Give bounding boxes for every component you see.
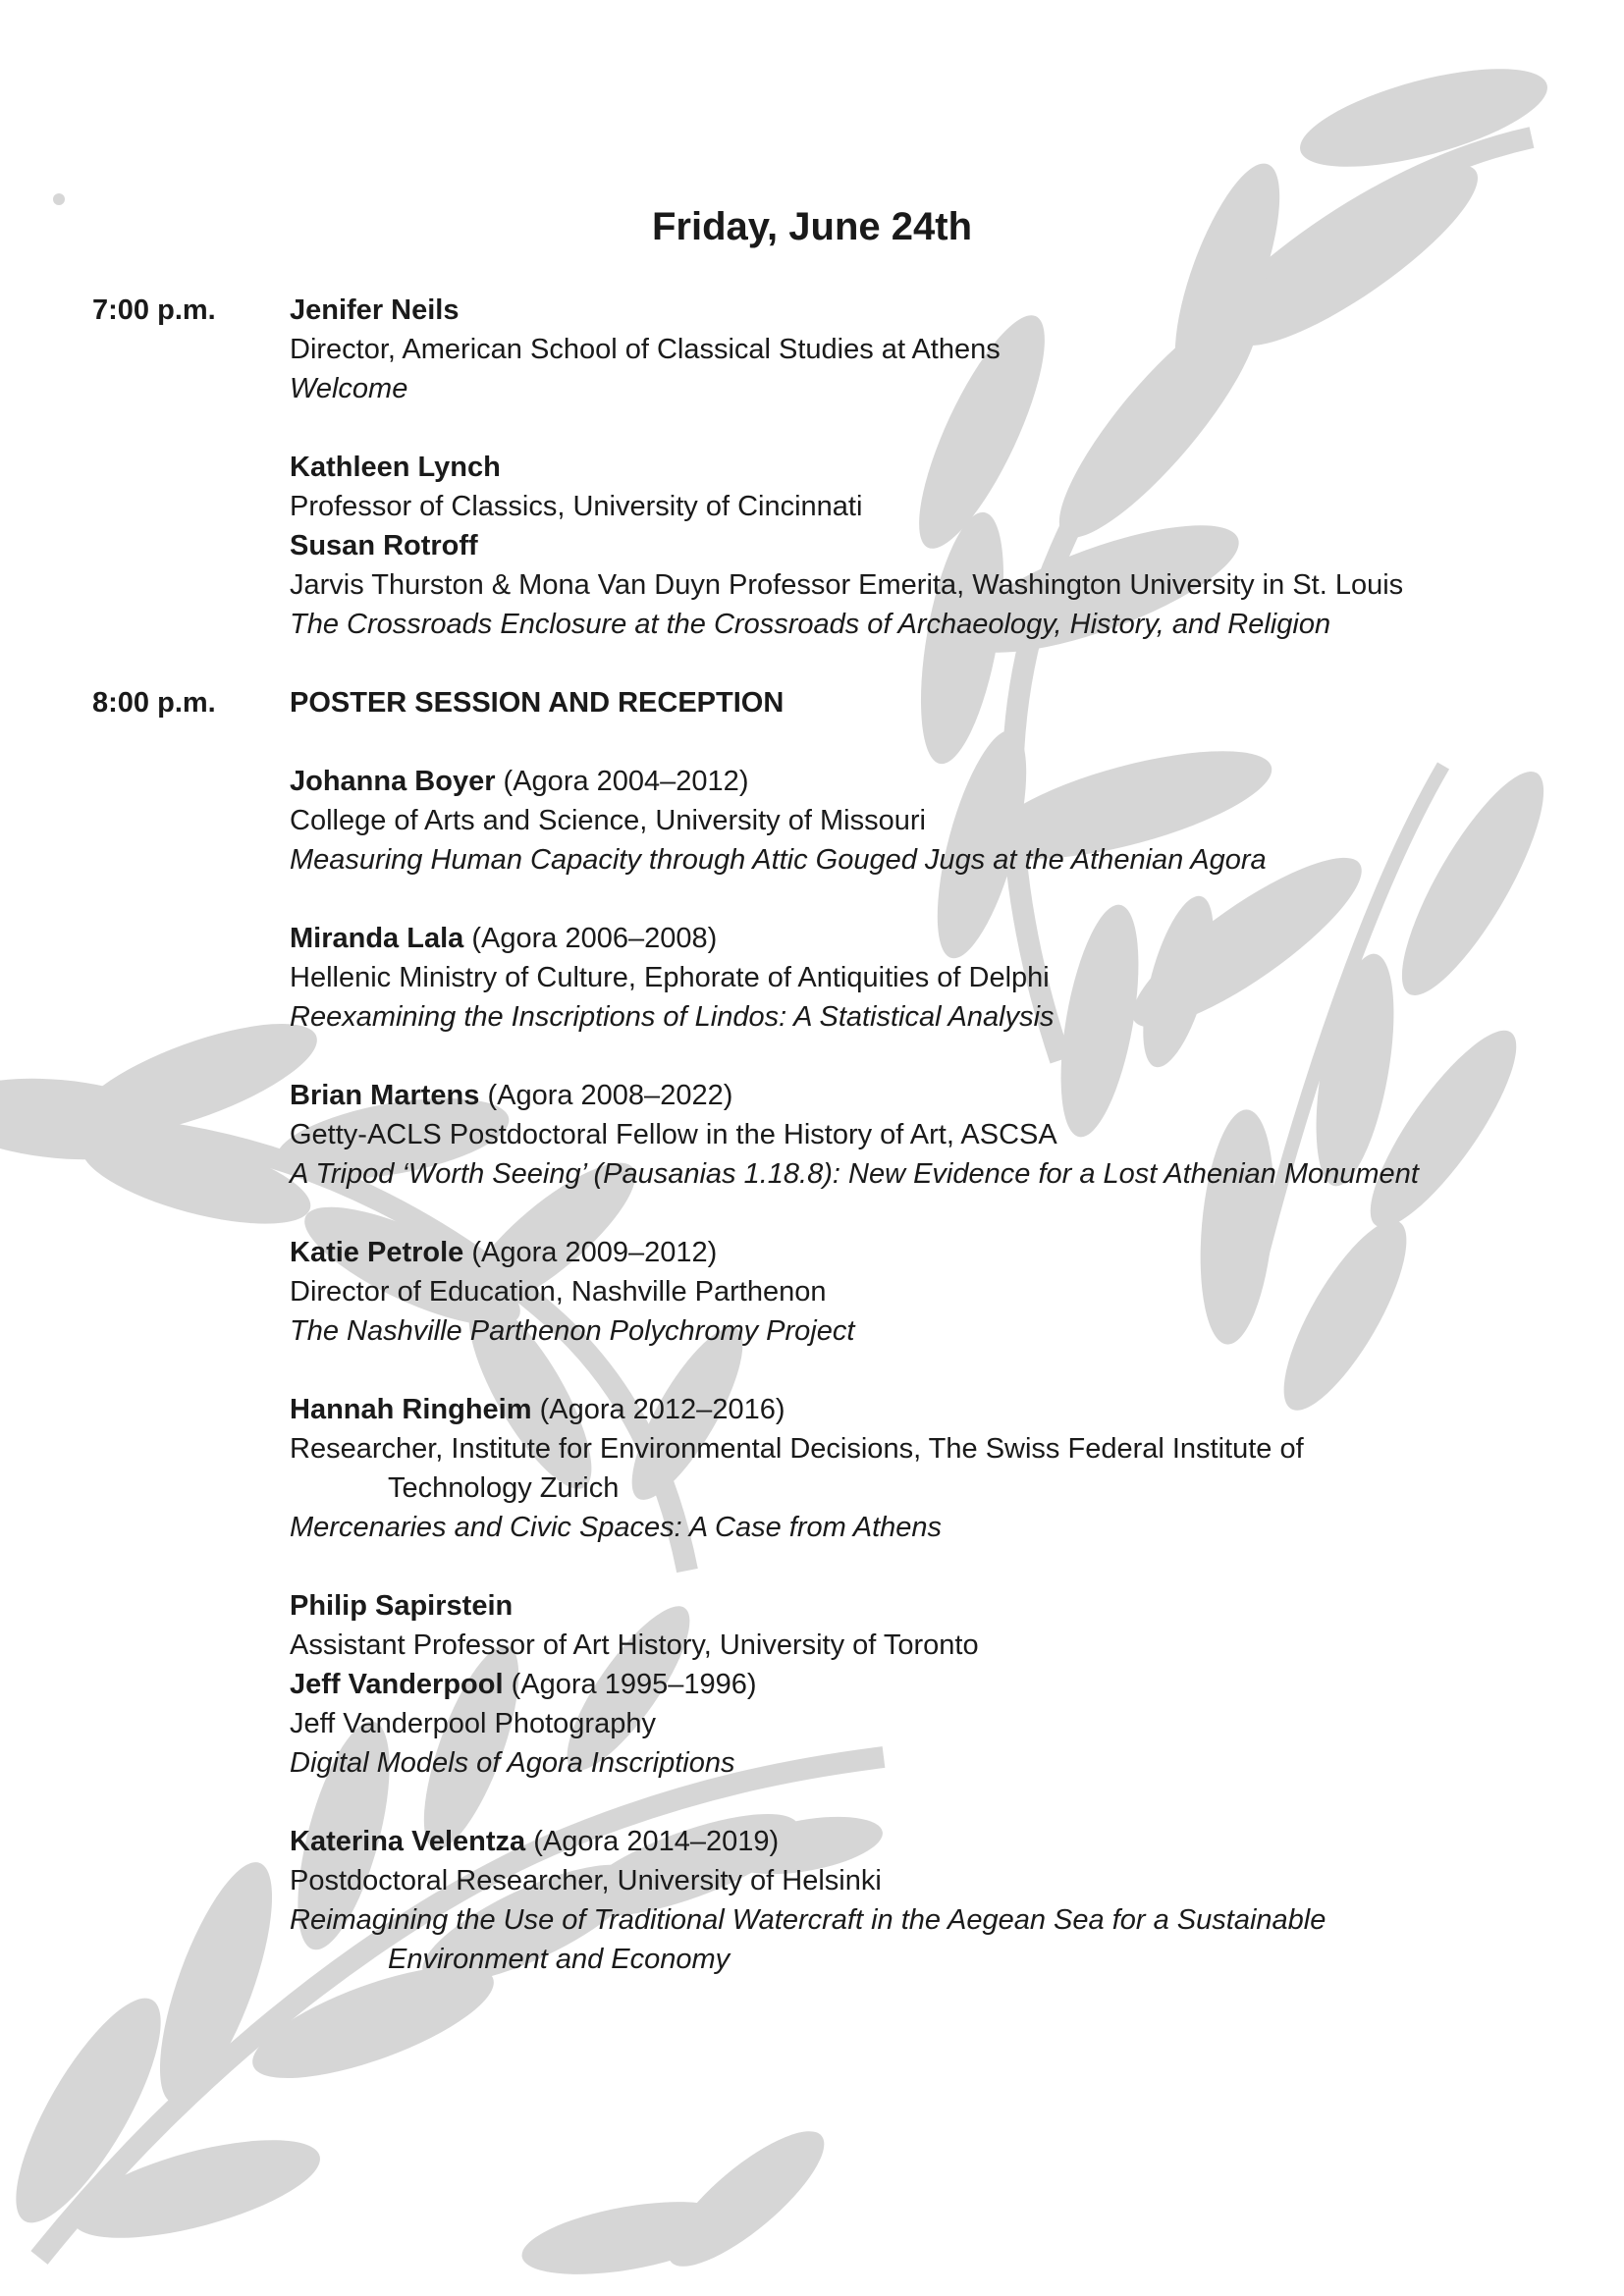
presenter-name: Philip Sapirstein: [290, 1590, 514, 1622]
poster-title-continued: Environment and Economy: [388, 1944, 731, 1975]
presenter-name: Hannah Ringheim: [290, 1394, 532, 1425]
speaker-entry: [290, 448, 1566, 644]
presenter-affiliation: Hellenic Ministry of Culture, Ephorate of Antiquities of Delphi: [290, 962, 1050, 993]
speaker-name: Kathleen Lynch: [290, 452, 501, 483]
speaker-name: Susan Rotroff: [290, 530, 478, 561]
agora-years: (Agora 2006–2008): [463, 923, 718, 954]
poster-entry: [290, 1076, 1566, 1194]
agora-years: (Agora 2014–2019): [525, 1826, 780, 1857]
presenter-affiliation: Assistant Professor of Art History, University of Toronto: [290, 1629, 979, 1661]
presenter-affiliation: Getty-ACLS Postdoctoral Fellow in the History of Art, ASCSA: [290, 1119, 1057, 1150]
presenter-name: Brian Martens: [290, 1080, 480, 1111]
session-heading: POSTER SESSION AND RECEPTION: [290, 687, 785, 719]
presenter-affiliation-continued: Technology Zurich: [388, 1472, 620, 1504]
presenter-affiliation: Postdoctoral Researcher, University of Helsinki: [290, 1865, 882, 1896]
presenter-affiliation: Jeff Vanderpool Photography: [290, 1708, 656, 1739]
poster-entry: [290, 1233, 1566, 1351]
poster-title: The Nashville Parthenon Polychromy Project: [290, 1315, 855, 1347]
poster-title: Reexamining the Inscriptions of Lindos: A Statistical Analysis: [290, 1001, 1055, 1033]
talk-title: The Crossroads Enclosure at the Crossroads of Archaeology, History, and Religion: [290, 609, 1331, 640]
agora-years: (Agora 2009–2012): [463, 1237, 718, 1268]
agora-years: (Agora 1995–1996): [503, 1669, 757, 1700]
poster-title: Measuring Human Capacity through Attic Gouged Jugs at the Athenian Agora: [290, 844, 1267, 876]
speaker-affiliation: Jarvis Thurston & Mona Van Duyn Professor Emerita, Washington University in St. Louis: [290, 569, 1404, 601]
presenter-name: Miranda Lala: [290, 923, 464, 954]
poster-title: Reimagining the Use of Traditional Watercraft in the Aegean Sea for a Sustainable: [290, 1904, 1326, 1936]
speaker-affiliation: Professor of Classics, University of Cincinnati: [290, 491, 863, 522]
agora-years: (Agora 2004–2012): [495, 766, 749, 797]
poster-title: Digital Models of Agora Inscriptions: [290, 1747, 735, 1779]
page-title: Friday, June 24th: [651, 205, 972, 248]
poster-title: Mercenaries and Civic Spaces: A Case from Athens: [290, 1512, 943, 1543]
speaker-name: Jenifer Neils: [290, 294, 460, 326]
session-time: 8:00 p.m.: [92, 687, 216, 719]
session-time: 7:00 p.m.: [92, 294, 216, 326]
talk-title: Welcome: [290, 373, 408, 404]
poster-entry: [290, 762, 1566, 880]
presenter-affiliation: Researcher, Institute for Environmental Decisions, The Swiss Federal Institute of: [290, 1433, 1304, 1465]
presenter-affiliation: Director of Education, Nashville Parthenon: [290, 1276, 827, 1308]
presenter-affiliation: College of Arts and Science, University of Missouri: [290, 805, 926, 836]
speaker-entry: [290, 291, 1566, 408]
presenter-name: Jeff Vanderpool: [290, 1669, 504, 1700]
presenter-name: Katie Petrole: [290, 1237, 464, 1268]
presenter-name: Johanna Boyer: [290, 766, 496, 797]
speaker-affiliation: Director, American School of Classical Studies at Athens: [290, 334, 1001, 365]
poster-entry: [290, 1586, 1566, 1783]
session-heading-block: [290, 683, 1566, 722]
poster-entry: [290, 1822, 1566, 1979]
presenter-name: Katerina Velentza: [290, 1826, 526, 1857]
poster-entry: [290, 919, 1566, 1037]
poster-entry: [290, 1390, 1566, 1547]
agora-years: (Agora 2008–2022): [479, 1080, 733, 1111]
poster-title: A Tripod ‘Worth Seeing’ (Pausanias 1.18.8): New Evidence for a Lost Athenian Monument: [290, 1158, 1419, 1190]
agora-years: (Agora 2012–2016): [531, 1394, 785, 1425]
